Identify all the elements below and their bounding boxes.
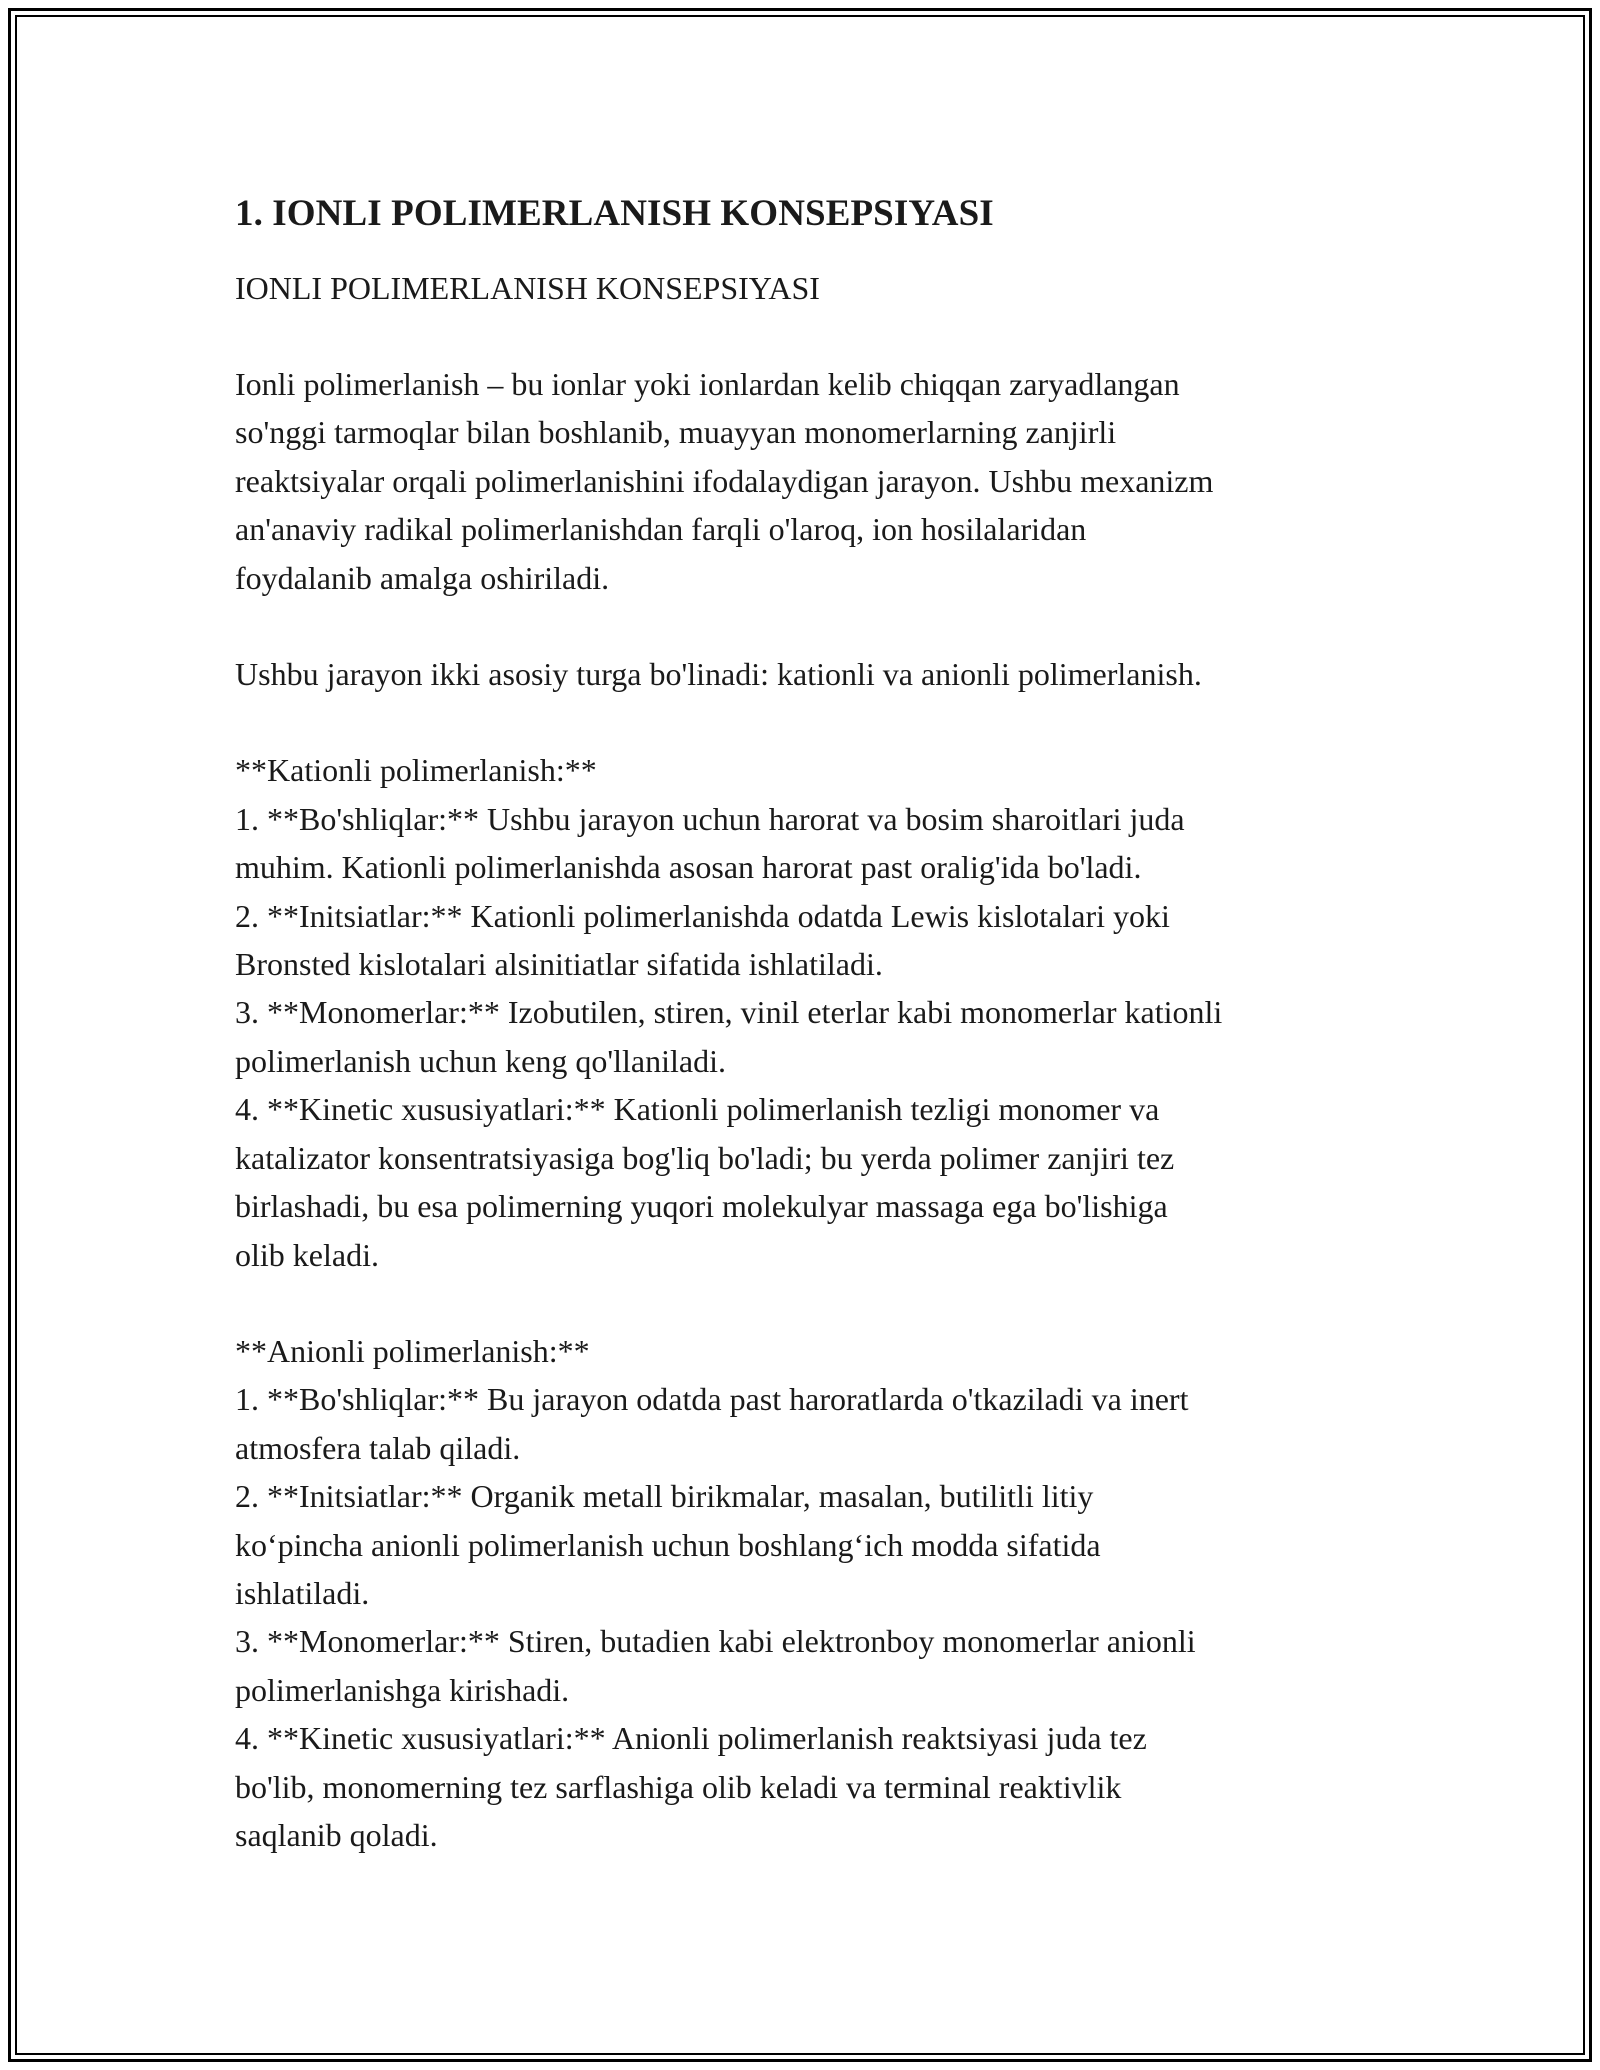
list-item-line: olib keladi. <box>235 1236 379 1273</box>
list-item-line: ko‘pincha anionli polimerlanish uchun boshlang‘ich modda sifatida <box>235 1526 1101 1563</box>
list-item-line: polimerlanish uchun keng qo'llaniladi. <box>235 1042 726 1079</box>
list-item-line: 1. **Bo'shliqlar:** Bu jarayon odatda past haroratlarda o'tkaziladi va inert <box>235 1381 1189 1418</box>
list-item-line: polimerlanishga kirishadi. <box>235 1671 570 1708</box>
paragraph-line: Ushbu jarayon ikki asosiy turga bo'linadi: kationli va anionli polimerlanish. <box>235 656 1202 693</box>
list-item-line: ishlatiladi. <box>235 1574 370 1611</box>
document-subtitle: IONLI POLIMERLANISH KONSEPSIYASI <box>235 270 820 306</box>
types-paragraph <box>235 650 1385 698</box>
list-item-line: 2. **Initsiatlar:** Organik metall birikmalar, masalan, butilitli litiy <box>235 1478 1094 1515</box>
section-heading-line: **Anionli polimerlanish:** <box>235 1332 590 1369</box>
list-item-line: 4. **Kinetic xususiyatlari:** Anionli polimerlanish reaktsiyasi juda tez <box>235 1720 1147 1757</box>
anionic-section <box>235 1327 1385 1859</box>
paragraph-line: reaktsiyalar orqali polimerlanishini ifodalaydigan jarayon. Ushbu mexanizm <box>235 462 1214 499</box>
list-item-line: muhim. Kationli polimerlanishda asosan harorat past oralig'ida bo'ladi. <box>235 849 1142 886</box>
list-item-line: 3. **Monomerlar:** Stiren, butadien kabi elektronboy monomerlar anionli <box>235 1623 1196 1660</box>
list-item-line: katalizator konsentratsiyasiga bog'liq bo'ladi; bu yerda polimer zanjiri tez <box>235 1139 1175 1176</box>
list-item-line: 2. **Initsiatlar:** Kationli polimerlanishda odatda Lewis kislotalari yoki <box>235 897 1170 934</box>
paragraph-line: an'anaviy radikal polimerlanishdan farqli o'laroq, ion hosilalaridan <box>235 511 1087 548</box>
document-title: 1. IONLI POLIMERLANISH KONSEPSIYASI <box>235 193 994 234</box>
cationic-section <box>235 746 1385 1278</box>
paragraph-line: so'nggi tarmoqlar bilan boshlanib, muayyan monomerlarning zanjirli <box>235 414 1117 451</box>
list-item-line: birlashadi, bu esa polimerning yuqori molekulyar massaga ega bo'lishiga <box>235 1188 1168 1225</box>
list-item-line: Bronsted kislotalari alsinitiatlar sifatida ishlatiladi. <box>235 946 883 983</box>
intro-paragraph <box>235 360 1385 602</box>
paragraph-line: foydalanib amalga oshiriladi. <box>235 559 610 596</box>
list-item-line: bo'lib, monomerning tez sarflashiga olib keladi va terminal reaktivlik <box>235 1768 1122 1805</box>
paragraph-line: Ionli polimerlanish – bu ionlar yoki ionlardan kelib chiqqan zaryadlangan <box>235 366 1180 402</box>
list-item-line: 4. **Kinetic xususiyatlari:** Kationli polimerlanish tezligi monomer va <box>235 1091 1160 1128</box>
section-heading-line: **Kationli polimerlanish:** <box>235 752 597 789</box>
list-item-line: 1. **Bo'shliqlar:** Ushbu jarayon uchun harorat va bosim sharoitlari juda <box>235 800 1185 837</box>
list-item-line: atmosfera talab qiladi. <box>235 1429 521 1466</box>
list-item-line: 3. **Monomerlar:** Izobutilen, stiren, vinil eterlar kabi monomerlar kationli <box>235 994 1223 1031</box>
document-body <box>235 186 1385 1859</box>
list-item-line: saqlanib qoladi. <box>235 1816 438 1853</box>
